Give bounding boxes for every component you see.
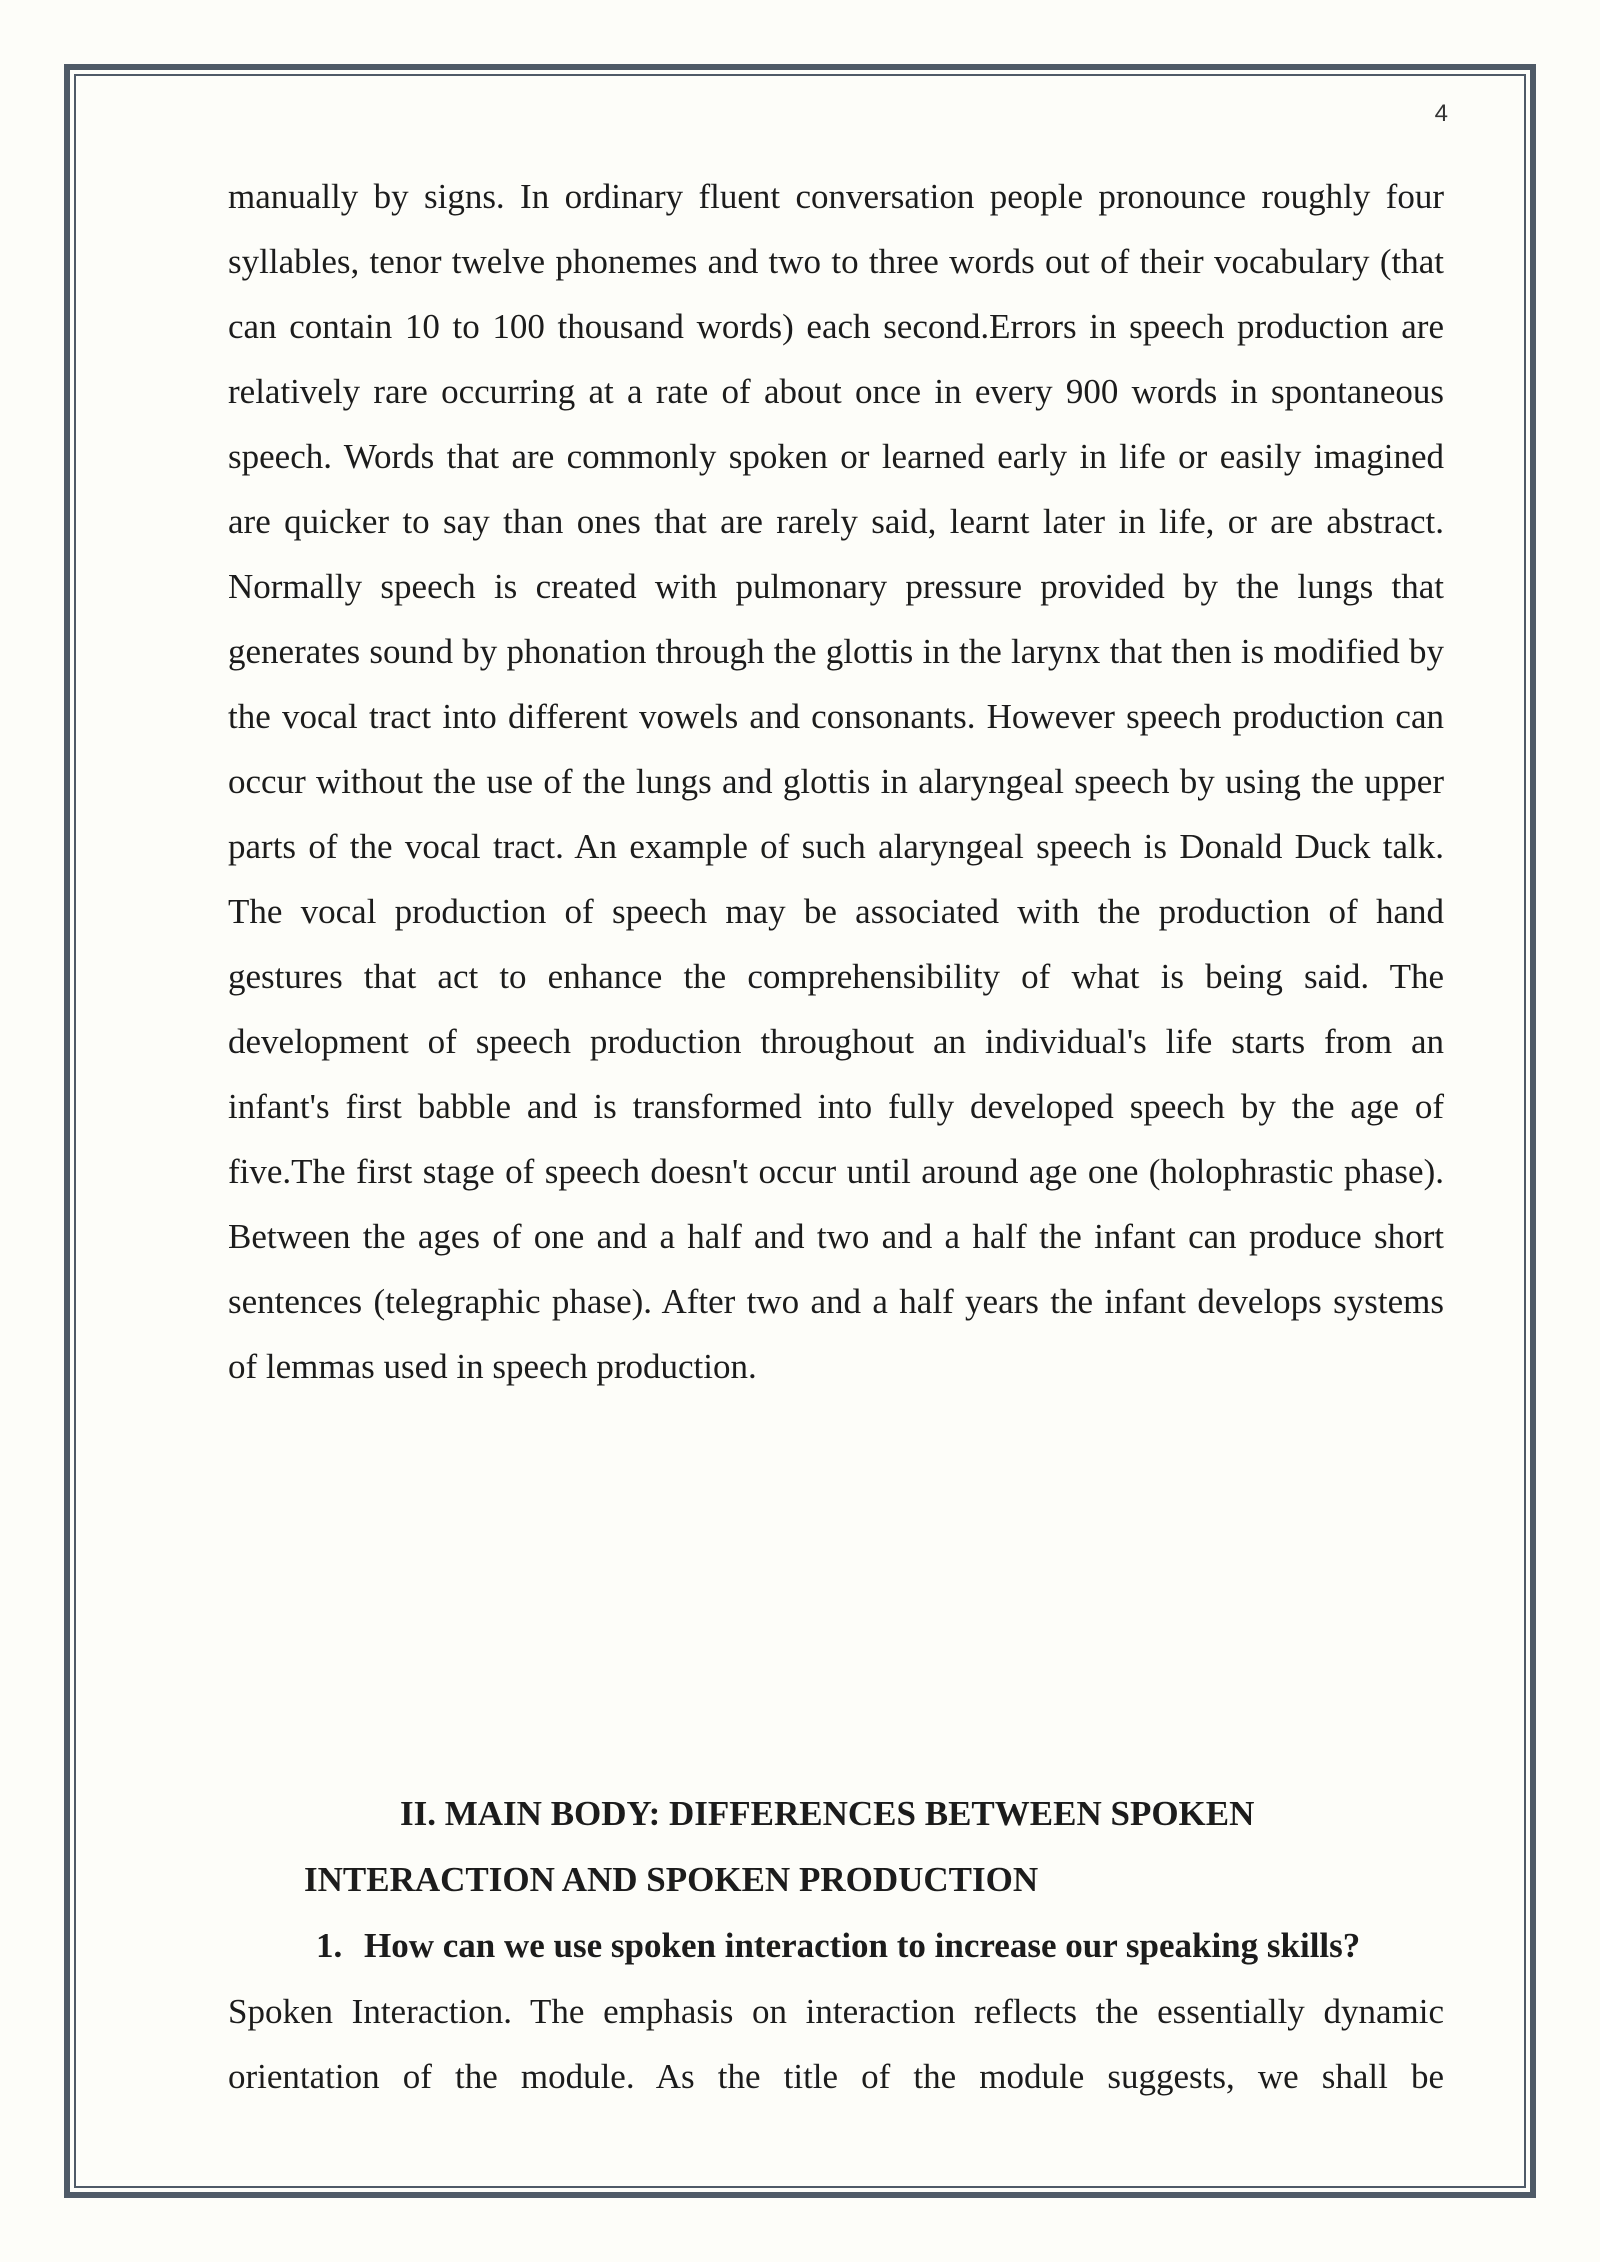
section-heading-line-2: INTERACTION AND SPOKEN PRODUCTION [304,1860,1039,1899]
subsection-heading [316,1913,1360,1979]
section-heading-line-1: II. MAIN BODY: DIFFERENCES BETWEEN SPOKEN [400,1794,1255,1833]
subsection-title: How can we use spoken interaction to increase our speaking skills? [364,1926,1361,1965]
page-number: 4 [1434,100,1448,127]
subsection-number: 1. [316,1926,343,1965]
body-paragraph: manually by signs. In ordinary fluent conversation people pronounce roughly four syllables, tenor twelve phonemes and two to three words out of their vocabulary (that can contain 10 to 100 thousand words) each second.Errors in speech production are relatively rare occurring at a rate of about once in every 900 words in spontaneous speech. Words that are commonly spoken or learned early in life or easily imagined are quicker to say than ones that are rarely said, learnt later in life, or are abstract. Normally speech is created with pulmonary pressure provided by the lungs that generates sound by phonation through the glottis in the larynx that then is modified by the vocal tract into different vowels and consonants. However speech production can occur without the use of the lungs and glottis in alaryngeal speech by using the upper parts of the vocal tract. An example of such alaryngeal speech is Donald Duck talk. The vocal production of speech may be associated with the production of hand gestures that act to enhance the comprehensibility of what is being said. The development of speech production throughout an individual's life starts from an infant's first babble and is transformed into fully developed speech by the age of five.The first stage of speech doesn't occur until around age one (holophrastic phase). Between the ages of one and a half and two and a half the infant can produce short sentences (telegraphic phase). After two and a half years the infant develops systems of lemmas used in speech production. [228,177,1444,1386]
closing-paragraph: Spoken Interaction. The emphasis on interaction reflects the essentially dynamic orientation of the module. As the title of the module suggests, we shall be [228,1992,1444,2096]
section-heading [228,1781,1444,1913]
